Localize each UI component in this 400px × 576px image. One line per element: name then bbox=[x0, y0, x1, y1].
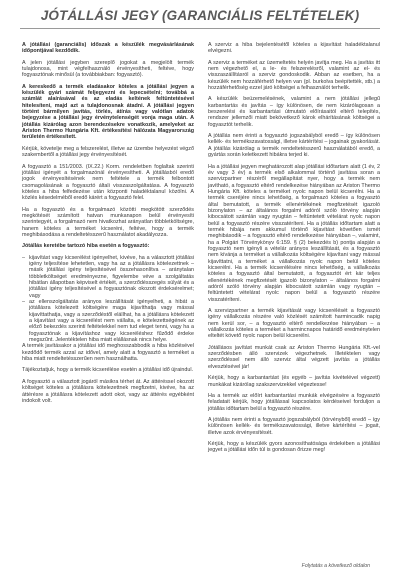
validation-paragraph: Kérjük, követelje meg a felszerelést, illetve az üzembe helyezést végző szakembertől a jótállási jegy érvényesítését. bbox=[22, 145, 194, 159]
keep-card-paragraph: Kérjük, hogy a készülék gyors azonosíthatósága érdekében a jótállási jegyet a jótállási időn túl is gondosan őrizze meg! bbox=[208, 440, 380, 454]
dealer-obligations-paragraph: A kereskedő a termék eladásakor köteles a jótállási jegyen a készülék gyári számát feljegyezni és lepecsételni; továbbá a számlát alaírásával és az eladás keltének feltüntetésével hitelesíteni, majd azt a tulajdonosnak átadni. A jótállási jegyen történt bármilyen javítás, törlés, átírás vagy valótlan adatok bejegyzése a jótállási jegy érvénytelenségét vonja maga után. A jótállás kizárólag azon berendezésekre vonatkozik, amelyeket az Ariston Thermo Hungária Kft. értékesítési hálózata Magyarország területén értékesített. bbox=[22, 83, 194, 141]
restart-paragraph: Tájékoztatjuk, hogy a termék kicserélése esetén a jótállási idő újraindul. bbox=[22, 367, 194, 374]
consumer-options-list bbox=[22, 255, 194, 344]
regulation-paragraph: A fogyasztó a 151/2003. (IX.22.) Korm. rendeletben foglaltak szerinti jótállási igényét a forgalmazónál érvényesítheti. A jótállásból eredő jogok érvényesítésének nem feltétele a termék felbontott csomagolásának a fogyasztó általi visszaszolgáltatása. A fogyasztó köteles a hiba felfedezése után központi haladéktalanul közölni. A közlés késedelméből eredő kárért a fogyasztó felel. bbox=[22, 163, 194, 202]
maintenance-paragraph: Kérjük, hogy a karbantartást (és egyéb – javítás kivételével végzett) munkákat kizárólag szakszervizekkel végeztesse! bbox=[208, 375, 380, 388]
maintenance-duty-paragraph: Ha a termék az előírt karbantartási munkák elvégzésére a fogyasztó feladatait kérjük, hogy jótállással kapcsolatos kérdéseivel forduljon a jótállás időtartam belül a fogyasztó részére. bbox=[208, 392, 380, 412]
warranty-start-paragraph: A jótállási (garanciális) időszak a készülék megvásárlásának időpontjával kezdődik. bbox=[22, 42, 194, 55]
extension-paragraph: A termék javításakor a jótállási idő meghosszabbodik a hiba közlésével kezdődő termék azzal az idővel, amely alatt a fogyasztó a terméket a hiba miatt rendeltetésszerűen nem használhatta. bbox=[22, 343, 194, 363]
deadline-paragraph: A szervizpartner a termék kijavítását vagy kicserélését a fogyasztó igény vállalkozás részére való közlését számított harmincadik napig nem kerül sor, – a fogyasztó eltérő rendelkezése hiányában – a vállalkozás köteles a terméket a harmincnapos határidő eredménytelen elteltét követő nyolc napon belül kicserélni. bbox=[208, 308, 380, 340]
switch-right-paragraph: A fogyasztó a választott jogáról másikra térhet át. Az áttéréssel okozott költséget köteles a jótállásra kötelezettnek megfizetni, kivéve, ha az áttérésre a jótállásra kötelezett adott okot, vagy az áttérés egyébként indokolt volt. bbox=[22, 378, 194, 404]
page-title: JÓTÁLLÁSI JEGY (GARANCIÁLIS FELTÉTELEK) bbox=[40, 8, 360, 23]
replacement-paragraph: Ha a fogyasztó és a forgalmazó közötti megkötött szerződés megkötését számított hatvan munkanapon belül érvényesíti szerintegyét, a forgalmazó nem hivatkozhat arányatlan többletköltségre, hanem köteles a terméket kicseréni, feltéve, hogy a termék meghibásodása a rendeltetésszerű használatot akadályozza. bbox=[22, 206, 194, 238]
service-paragraph: A szerviz a hiba bejelentésétől köteles a kijavítást haladéktalanul elvégezni. bbox=[208, 42, 380, 55]
rights-paragraph: A jótállás nem érinti a fogyasztó jogszabályból eredő – így különösen kellék- és termékszavatossági, illetve kártérítési – jogainak gyakorlását. A jótállás kizárólag a termék rendeltetésszerű használatából eredő, a gyártás során keletkezett hibákra terjed ki. bbox=[208, 133, 380, 159]
list-item: – kijavítást vagy kicserélést igényelhet, kivéve, ha a választott jótállási igény teljesítése lehetetlen, vagy ha az a jótállásra kötelezettnek – másik jótállási igény teljesítésével összehasonlítva – aránytalan többletköltséget eredményezne, figyelembe véve a szolgáltatás hibátlan állapotban képviselt értékét, a szerződésszegés súlyát és a jótállási igény teljesítésével a fogyasztónak okozott érdeksérelmet; vagy bbox=[22, 255, 194, 299]
onsite-repair-paragraph: A szerviz a terméket az üzemeltetés helyén javítja meg. Ha a javítás itt nem végezhető el, a le- és felszerelésről, valamint az el- és visszaszállításról a szerviz gondoskodik. Abban az esetben, ha a készülék nem hozzáférhető helyen van (pl. burkolva beépítették, stb.) a hozzáférhetőség ezzel járó költségei a felhasználót terhelik. bbox=[208, 59, 380, 92]
list-item: – az ellenszolgáltatás arányos leszállítását igényelheti, a hibát a jótállásra kötelezett költségére maga kijavíthatja vagy mással kijavíttathatja, vagy a szerződéstől elállhat, ha a jótállásra kötelezett a kijavítást vagy a kicserélést nem vállalta, e kötelezettségének az előző bekezdés szerinti feltételekkel nem tud eleget tenni, vagy ha a fogyasztónak a kijavításhoz vagy kicseréléshez fűződő érdeke megszűnt. Jelentéktelen hiba miatt elállásnak nincs helye. bbox=[22, 299, 194, 343]
costs-paragraph: A készülék beüzemelésének, valamint a nem jótállási jellegű karbantartás és javítás – így különösen, de nem kizárólagosan a beszerelési és karbantartási útmutató előírásaitól eltérő telepítés, rendszer jellemzői miatt bekövetkező károk elhárításának költségei a fogyasztót terhelik. bbox=[208, 96, 380, 128]
owner-rights-paragraph: A jelen jótállási jegyben szereplő jogokat a megjelölt termék tulajdonosa, mint végfelhasználó érvényesítheti, feltéve, hogy fogyasztónak minősül (a továbbiakban: fogyasztó). bbox=[22, 59, 194, 79]
continued-note: Folytatás a következő oldalon bbox=[301, 563, 370, 569]
exchange-paragraph: Ha a jótállási jegyen meghatározott alap jótállási időtartam alatt (1 év, 2 év vagy 3 év) a termék első alkalommal történő javítása soran a szervizpartner részéről megállapítást nyer, hogy a termék nem javítható, a fogyasztó eltérő rendelkezése hiányában az Ariston Thermo Hungária Kft. köteles a terméket nyolc napon belül kicserélni. Ha a termék cseréjére nincs lehetőség, a forgalmazó köteles a fogyasztó által bemutatott, a termék ellenértékének megfizetését igazoló bizonylaton – az általános forgalmi adóról szóló törvény alapján kibocsátott számlán vagy nyugtán – feltüntetett vételárat nyolc napon belül a fogyasztó részére visszatéríteni. Ha a jótállás időtartam alatt a termék hibája nem akkumul történő kijavítást követően ismét meghibásodik – a fogyasztó eltérő rendelkezése hiányában –, valamint, ha a Polgári Törvénykönyv 6:159. § (2) bekezdés b) pontja alapján a fogyasztó nem igényli a vételár arányos leszállítását, és a fogyasztó nem kívánja a terméket a vállalkozás költségére kijavítani vagy mással kijavíttatni, a terméket a vállalkozás nyolc napon belül köteles kicserélni. Ha a termék kicserélésére nincs lehetőség, a vállalkozás köteles a fogyasztó által bemutatott, a fogyasztót ért kár teljes ellenértékének megfizetését igazoló bizonylaton – általános forgalmi adóról szóló törvény alapján kibocsátott számlán vagy nyugtán – feltüntetett vételárat nyolc napon belül a fogyasztó részére visszatéríteni. bbox=[208, 163, 380, 303]
authorized-service-paragraph: Jótállásos javítást munkát csak az Ariston Thermo Hungária Kft.-vel szerződésben álló szervizek végezhetnek. Illetéktelen vagy szerződéssel nem álló szerviz által végzett javítás a jótállás elvesztésével jár! bbox=[208, 344, 380, 370]
legal-rights-paragraph: A jótállás nem érinti a fogyasztó jogszabályból (törvényből) eredő – így különösen kellék- és termékszavatossági, illetve kártérítési – jogait, illetve azok érvényesítését. bbox=[208, 416, 380, 436]
title-divider bbox=[20, 28, 380, 29]
left-column bbox=[22, 42, 194, 409]
defect-heading: Jótállás keretébe tartozó hiba esetén a fogyasztó: bbox=[22, 243, 150, 250]
right-column bbox=[208, 42, 380, 459]
